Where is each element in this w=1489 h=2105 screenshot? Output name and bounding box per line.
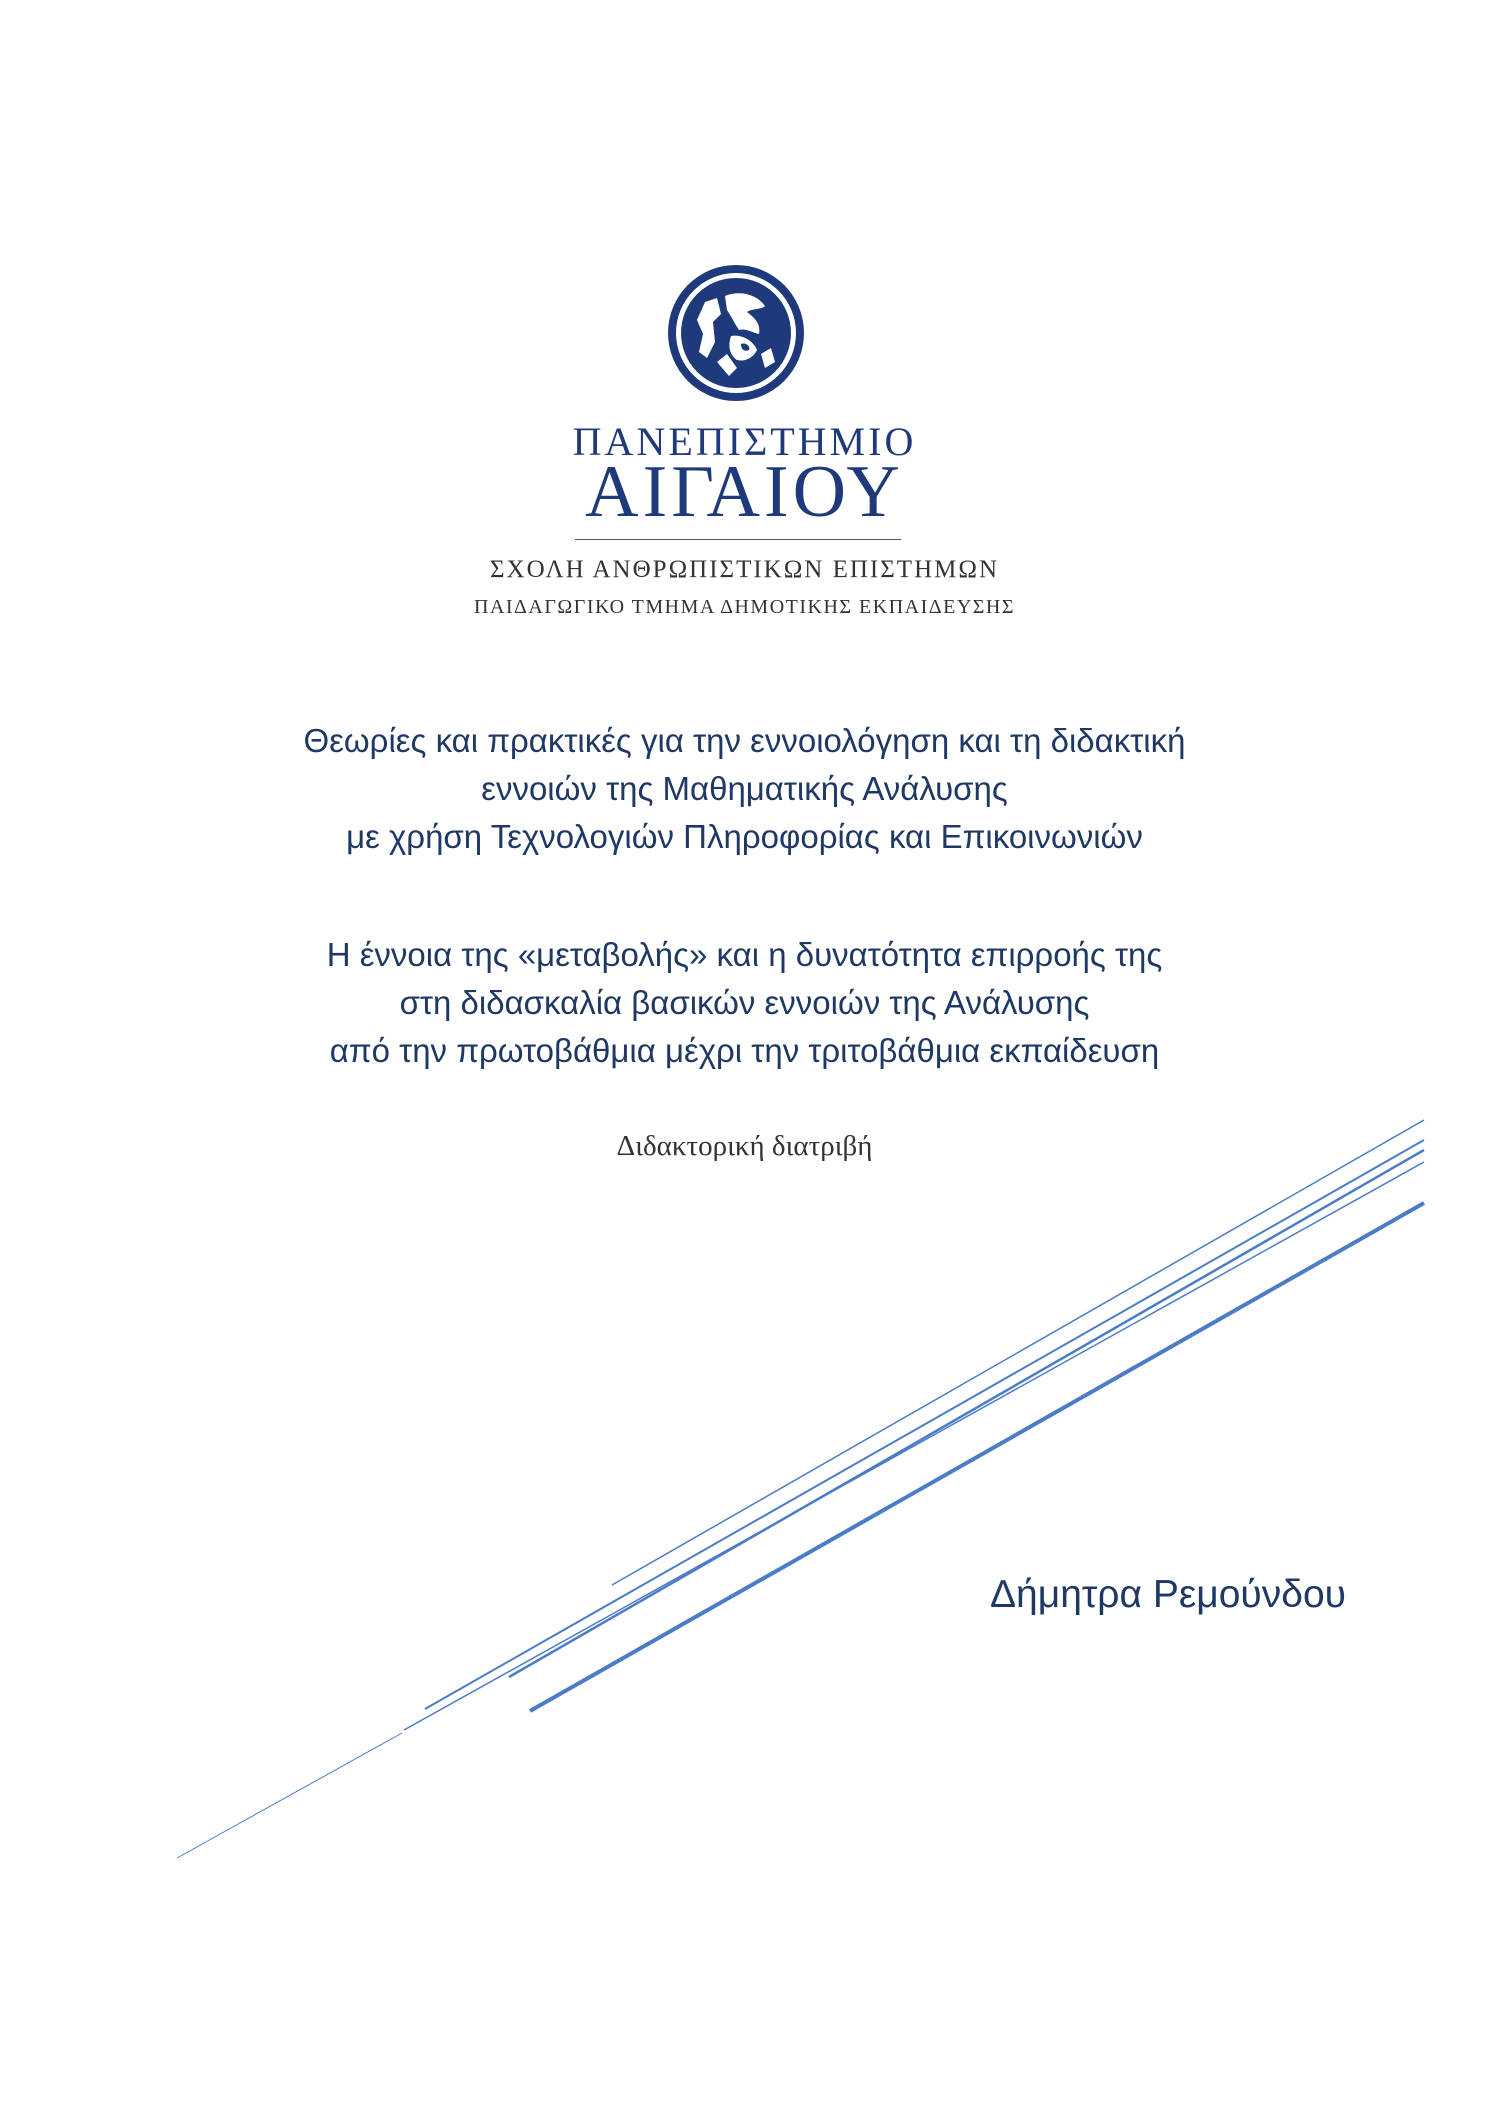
main-title-line: με χρήση Τεχνολογιών Πληροφορίας και Επικοινωνιών — [346, 818, 1143, 855]
subtitle-line: από την πρωτοβάθμια μέχρι την τριτοβάθμια εκπαίδευση — [329, 1032, 1160, 1069]
decor-line — [404, 1162, 1424, 1730]
university-name-line2: ΑΙΓΑΙΟΥ — [585, 451, 904, 533]
author-name: Δήμητρα Ρεμούνδου — [990, 1573, 1346, 1616]
main-title-line: εννοιών της Μαθηματικής Ανάλυσης — [481, 770, 1008, 807]
decor-line — [612, 1120, 1424, 1585]
school-name: ΣΧΟΛΗ ΑΝΘΡΩΠΙΣΤΙΚΩΝ ΕΠΙΣΤΗΜΩΝ — [489, 556, 999, 583]
decor-line — [425, 1140, 1424, 1709]
main-title-line: Θεωρίες και πρακτικές για την εννοιολόγηση και τη διδακτική — [303, 722, 1186, 759]
decor-line — [177, 1733, 402, 1858]
department-name: ΠΑΙΔΑΓΩΓΙΚΟ ΤΜΗΜΑ ΔΗΜΟΤΙΚΗΣ ΕΚΠΑΙΔΕΥΣΗΣ — [474, 596, 1015, 618]
decor-line — [530, 1203, 1424, 1711]
subtitle-line: στη διδασκαλία βασικών εννοιών της Ανάλυσης — [399, 984, 1090, 1021]
subtitle-line: Η έννοια της «μεταβολής» και η δυνατότητα επιρροής της — [326, 936, 1163, 973]
university-name-line1: ΠΑΝΕΠΙΣΤΗΜΙΟ — [572, 419, 917, 464]
thesis-type: Διδακτορική διατριβή — [616, 1130, 873, 1162]
